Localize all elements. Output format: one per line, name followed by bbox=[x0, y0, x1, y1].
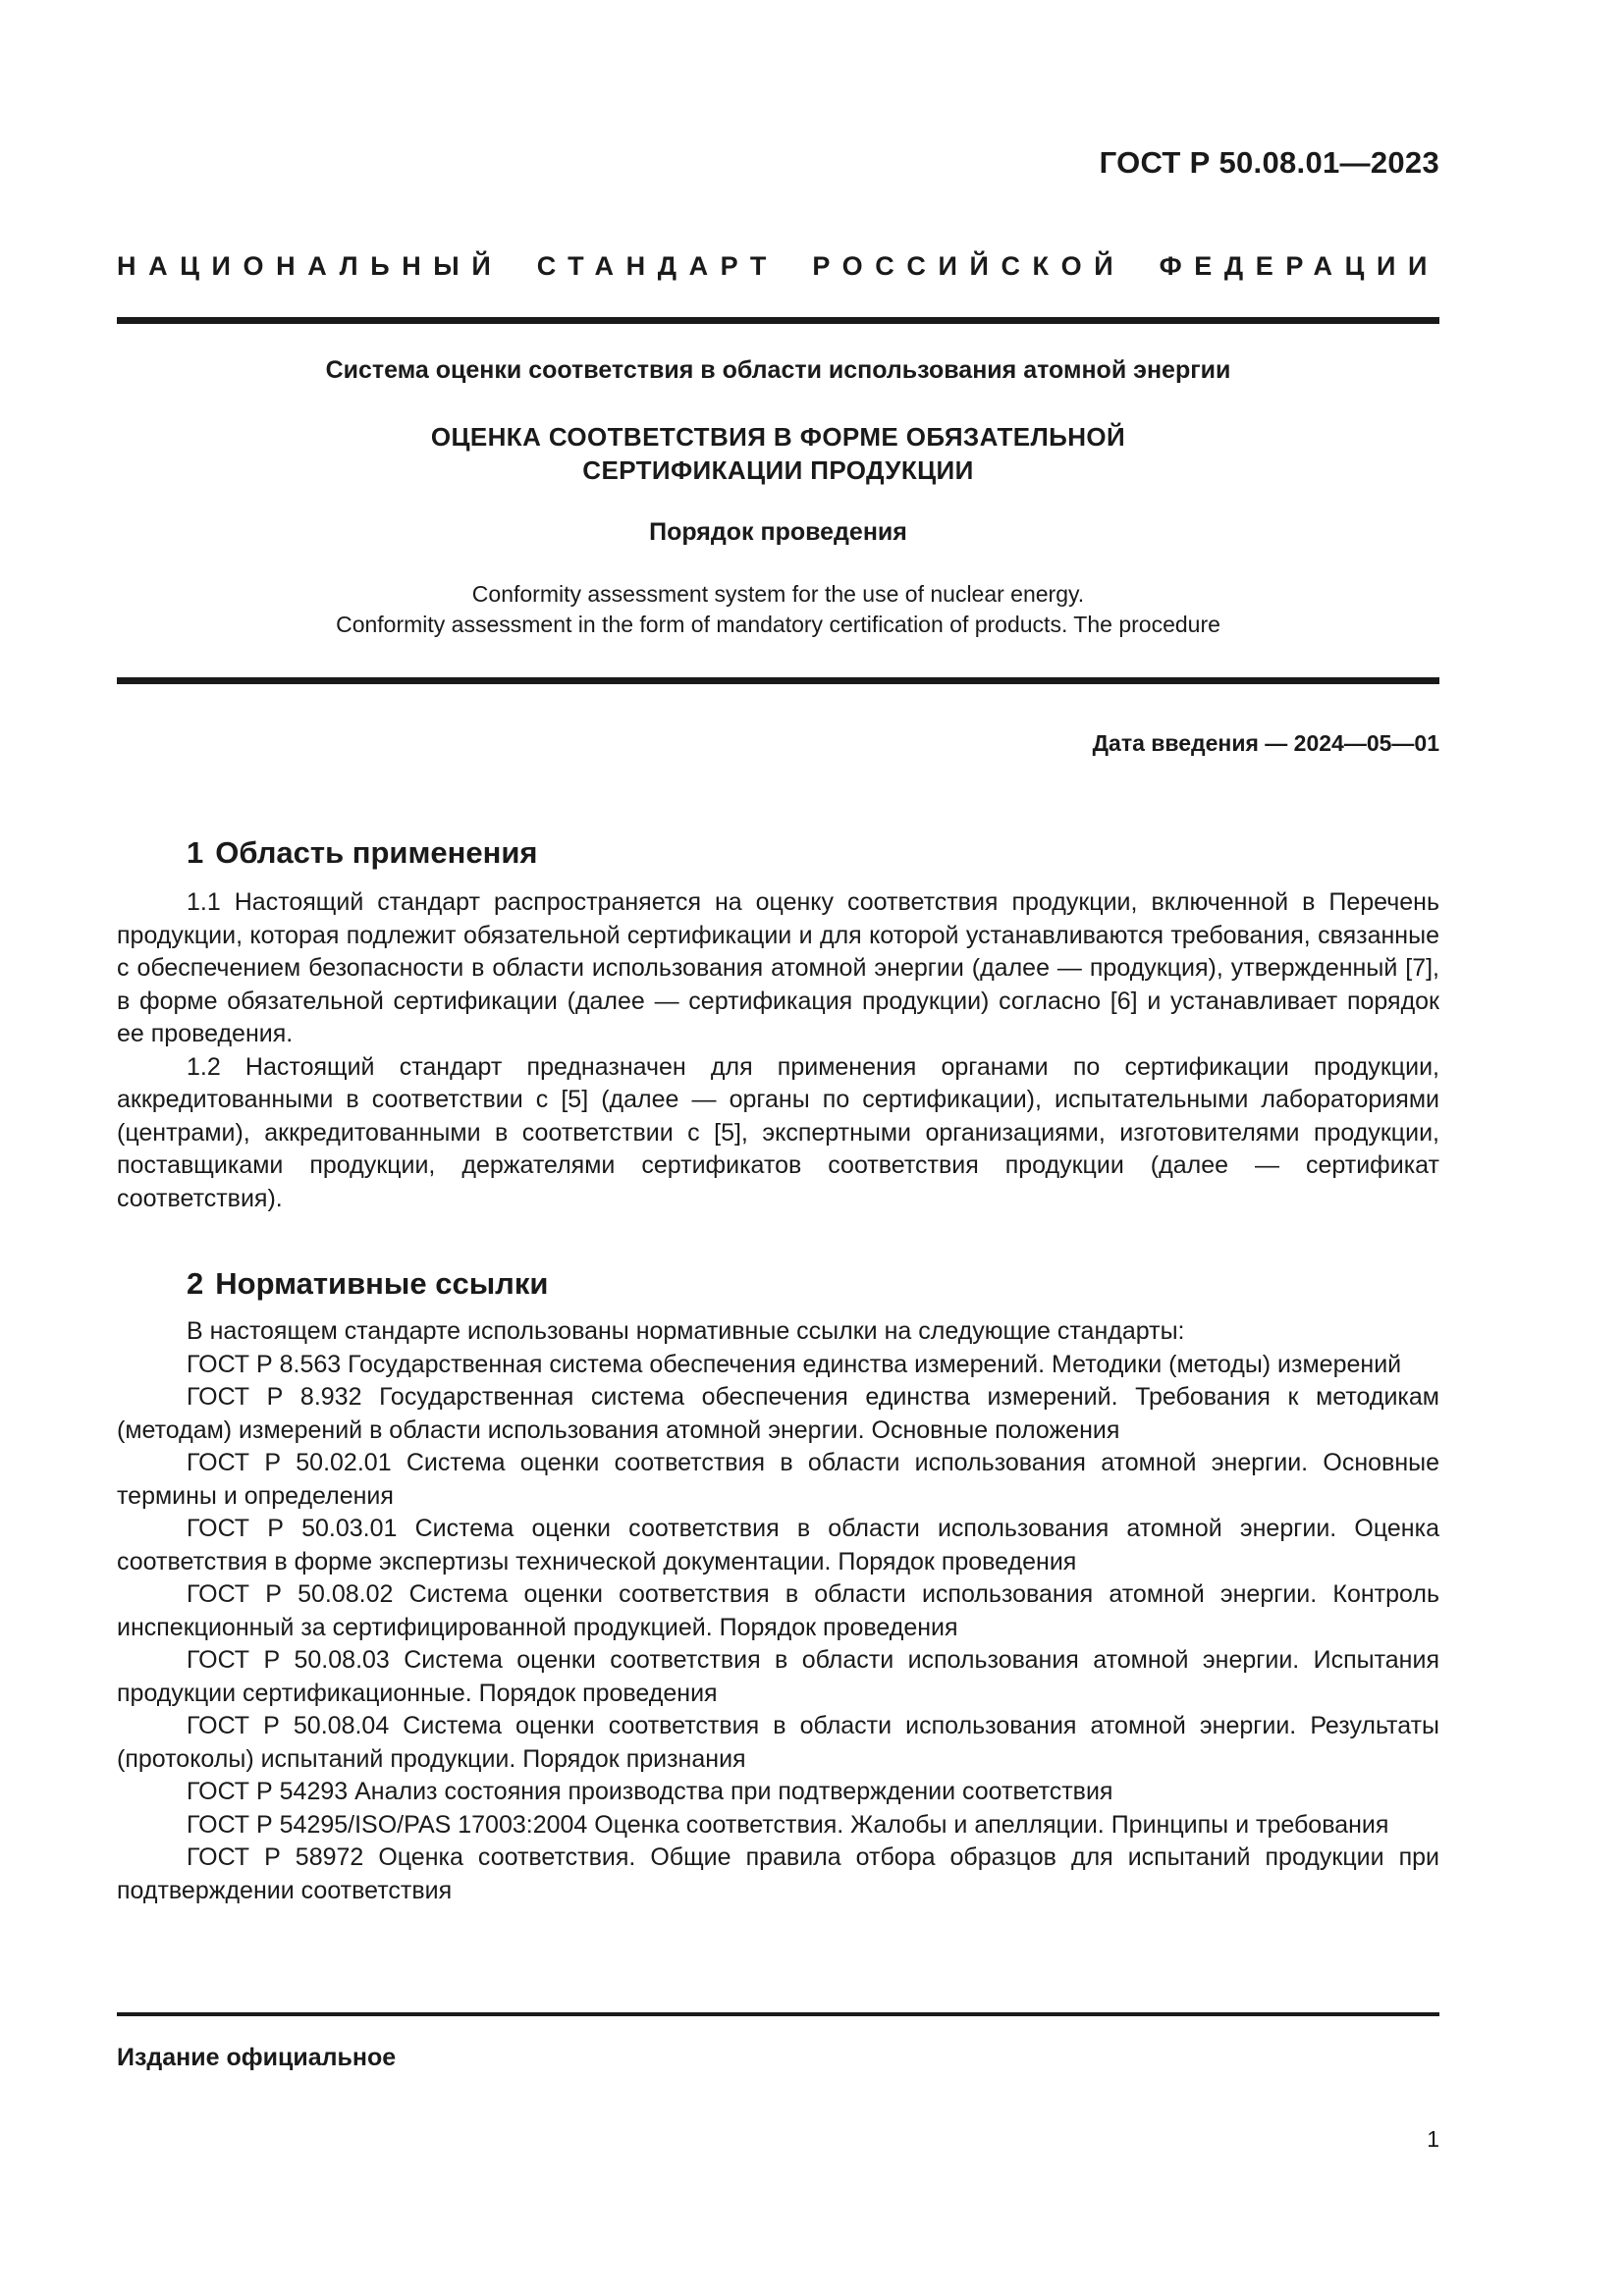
main-title-line-2: СЕРТИФИКАЦИИ ПРОДУКЦИИ bbox=[582, 455, 974, 485]
main-title-line-1: ОЦЕНКА СООТВЕТСТВИЯ В ФОРМЕ ОБЯЗАТЕЛЬНОЙ bbox=[430, 422, 1126, 452]
section-2-title: Нормативные ссылки bbox=[215, 1266, 549, 1301]
reference-item: ГОСТ Р 54295/ISO/PAS 17003:2004 Оценка соответствия. Жалобы и апелляции. Принципы и требования bbox=[187, 1810, 1389, 1839]
top-divider bbox=[117, 317, 1439, 324]
reference-item: ГОСТ Р 8.563 Государственная система обеспечения единства измерений. Методики (методы) измерений bbox=[187, 1350, 1402, 1378]
document-page bbox=[117, 0, 1439, 2296]
reference-item: ГОСТ Р 58972 Оценка соответствия. Общие правила отбора образцов для испытаний продукции при подтверждении соответствия bbox=[117, 1843, 1439, 1904]
reference-item: ГОСТ Р 50.08.03 Система оценки соответствия в области использования атомной энергии. Испытания продукции сертификационные. Порядок проведения bbox=[117, 1646, 1439, 1707]
page-number: 1 bbox=[1427, 2126, 1439, 2152]
official-edition-label: Издание официальное bbox=[117, 2044, 397, 2071]
section-2-body bbox=[117, 1315, 1439, 1907]
section-1-heading bbox=[187, 835, 538, 871]
paragraph-1-1: 1.1 Настоящий стандарт распространяется на оценку соответствия продукции, включенной в Перечень продукции, которая подлежит обязательной сертификации и для которой устанавливаются требования, связанные с обеспечением безопасности в области использования атомной энергии (далее — продукция), утвержденный [7], в форме обязательной сертификации (далее — сертификация продукции) согласно [6] и устанавливает порядок ее проведения. bbox=[117, 888, 1439, 1047]
document-id: ГОСТ Р 50.08.01—2023 bbox=[1099, 145, 1439, 180]
reference-item: ГОСТ Р 50.03.01 Система оценки соответствия в области использования атомной энергии. Оценка соответствия в форме экспертизы технической документации. Порядок проведения bbox=[117, 1515, 1439, 1575]
paragraph-1-2: 1.2 Настоящий стандарт предназначен для применения органами по сертификации продукции, аккредитованными в соответствии с [5] (далее — органы по сертификации), испытательными лабораториями (центрами), аккредитованными в соответствии с [5], экспертными организациями, изготовителями продукции, поставщиками продукции, держателями сертификатов соответствия продукции (далее — сертификат соответствия). bbox=[117, 1052, 1439, 1212]
reference-item: ГОСТ Р 50.08.04 Система оценки соответствия в области использования атомной энергии. Результаты (протоколы) испытаний продукции. Порядок признания bbox=[117, 1712, 1439, 1773]
english-title-line-2: Conformity assessment in the form of mandatory certification of products. The procedure bbox=[336, 612, 1220, 637]
english-title bbox=[117, 579, 1439, 640]
system-title: Система оценки соответствия в области использования атомной энергии bbox=[325, 356, 1231, 384]
title-divider bbox=[117, 677, 1439, 684]
section-1-number: 1 bbox=[187, 835, 204, 870]
section-1-body bbox=[117, 886, 1439, 1215]
reference-item: ГОСТ Р 54293 Анализ состояния производства при подтверждении соответствия bbox=[187, 1778, 1113, 1805]
reference-item: ГОСТ Р 8.932 Государственная система обеспечения единства измерений. Требования к методикам (методам) измерений в области использования атомной энергии. Основные положения bbox=[117, 1383, 1439, 1444]
subtitle: Порядок проведения bbox=[649, 518, 907, 546]
section-2-number: 2 bbox=[187, 1266, 204, 1301]
section-1-title: Область применения bbox=[215, 835, 538, 870]
references-intro: В настоящем стандарте использованы нормативные ссылки на следующие стандарты: bbox=[187, 1317, 1185, 1345]
main-title bbox=[117, 420, 1439, 487]
section-2-heading bbox=[187, 1266, 548, 1302]
footer-divider bbox=[117, 2012, 1439, 2016]
reference-item: ГОСТ Р 50.02.01 Система оценки соответствия в области использования атомной энергии. Основные термины и определения bbox=[117, 1449, 1439, 1510]
national-standard-banner: НАЦИОНАЛЬНЫЙ СТАНДАРТ РОССИЙСКОЙ ФЕДЕРАЦИИ bbox=[117, 251, 1439, 281]
english-title-line-1: Conformity assessment system for the use of nuclear energy. bbox=[471, 581, 1085, 607]
introduction-date: Дата введения — 2024—05—01 bbox=[1092, 730, 1439, 756]
reference-item: ГОСТ Р 50.08.02 Система оценки соответствия в области использования атомной энергии. Контроль инспекционный за сертифицированной продукцией. Порядок проведения bbox=[117, 1580, 1439, 1641]
